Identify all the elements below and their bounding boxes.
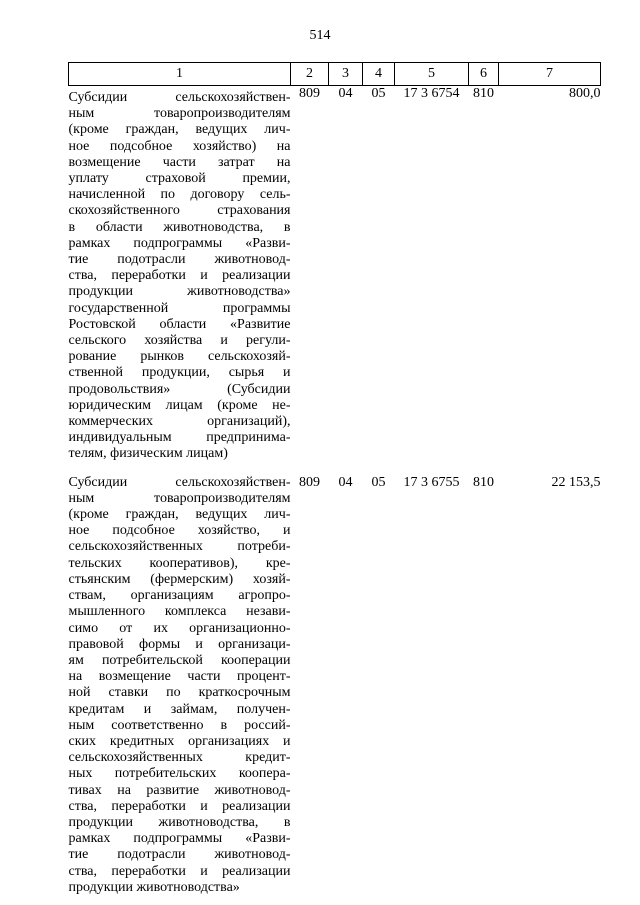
cell-col-6: 810 xyxy=(473,86,494,101)
description-line: скохозяйственного страхования xyxy=(68,203,291,219)
cell-col-4: 05 xyxy=(371,474,386,490)
description-line: ное подсобное хозяйство, и xyxy=(68,523,291,539)
description-line: ствам, организациям агропро- xyxy=(68,588,291,604)
description-line: ства, переработки и реализации xyxy=(68,863,291,879)
cell-col-2: 809 xyxy=(299,86,320,101)
description-line: уплату страховой премии, xyxy=(68,171,291,187)
description-line: рамках подпрограммы «Разви- xyxy=(68,831,291,847)
table-row xyxy=(69,463,601,896)
description-line: тие подотрасли животновод- xyxy=(68,252,291,268)
header-col-2: 2 xyxy=(291,63,329,86)
row-description xyxy=(69,86,291,463)
description-line: правовой формы и организаци- xyxy=(68,636,291,652)
description-line: Ростовской области «Развитие xyxy=(68,316,291,332)
description-line: тельских кооперативов), кре- xyxy=(68,555,291,571)
description-line: ства, переработки и реализации xyxy=(68,268,291,284)
description-line: ям потребительской кооперации xyxy=(68,652,291,668)
description-line: в области животноводства, в xyxy=(68,219,291,235)
description-line: продовольствия» (Субсидии xyxy=(68,381,291,397)
header-row xyxy=(69,63,601,86)
description-line: ских кредитных организациях и xyxy=(68,733,291,749)
description-line: кредитам и займам, получен- xyxy=(68,701,291,717)
description-line: мышленного комплекса незави- xyxy=(68,604,291,620)
description-line: тивах на развитие животновод- xyxy=(68,782,291,798)
description-line: продукции животноводства» xyxy=(68,284,291,300)
description-line: государственной программы xyxy=(68,300,291,316)
description-line: на возмещение части процент- xyxy=(68,669,291,685)
description-line: Субсидии сельскохозяйствен- xyxy=(68,90,291,105)
header-col-7: 7 xyxy=(499,63,601,86)
description-line: индивидуальным предпринима- xyxy=(68,430,291,446)
cell-col-7: 22 153,5 xyxy=(551,474,601,490)
description-line: ным товаропроизводителям xyxy=(68,106,291,122)
description-line: (кроме граждан, ведущих лич- xyxy=(68,122,291,138)
description-line: стьянским (фермерским) хозяй- xyxy=(68,571,291,587)
header-col-6: 6 xyxy=(469,63,499,86)
header-col-1: 1 xyxy=(69,63,291,86)
description-line: сельскохозяйственных кредит- xyxy=(68,750,291,766)
description-line: ным товаропроизводителям xyxy=(68,490,291,506)
description-line: ных потребительских коопера- xyxy=(68,766,291,782)
budget-table xyxy=(68,62,601,896)
description-line: юридическим лицам (кроме не- xyxy=(68,397,291,413)
cell-col-6: 810 xyxy=(473,474,494,490)
header-col-3: 3 xyxy=(329,63,363,86)
cell-col-7: 800,0 xyxy=(569,86,601,101)
description-line: ным соответственно в россий- xyxy=(68,717,291,733)
description-line: телям, физическим лицам) xyxy=(68,446,228,462)
table-header xyxy=(69,63,601,86)
description-line: ства, переработки и реализации xyxy=(68,798,291,814)
description-line: ное подсобное хозяйство) на xyxy=(68,138,291,154)
header-col-5: 5 xyxy=(395,63,469,86)
description-line: симо от их организационно- xyxy=(68,620,291,636)
description-line: Субсидии сельскохозяйствен- xyxy=(68,474,291,490)
description-line: тие подотрасли животновод- xyxy=(68,847,291,863)
cell-col-3: 04 xyxy=(338,86,353,101)
description-line: рамках подпрограммы «Разви- xyxy=(68,235,291,251)
cell-col-2: 809 xyxy=(299,474,320,490)
description-line: ственной продукции, сырья и xyxy=(68,365,291,381)
description-line: продукции животноводства» xyxy=(68,879,240,895)
description-line: сельскохозяйственных потреби- xyxy=(68,539,291,555)
table-row xyxy=(69,86,601,463)
description-line: продукции животноводства, в xyxy=(68,814,291,830)
cell-col-5: 17 3 6755 xyxy=(403,474,460,490)
description-line: возмещение части затрат на xyxy=(68,154,291,170)
description-line: коммерческих организаций), xyxy=(68,414,291,430)
cell-col-5: 17 3 6754 xyxy=(403,86,460,101)
description-line: ной ставки по краткосрочным xyxy=(68,685,291,701)
row-description xyxy=(69,463,291,896)
description-line: начисленной по договору сель- xyxy=(68,187,291,203)
description-line: сельского хозяйства и регули- xyxy=(68,333,291,349)
description-line: (кроме граждан, ведущих лич- xyxy=(68,507,291,523)
cell-col-4: 05 xyxy=(371,86,386,101)
header-col-4: 4 xyxy=(363,63,395,86)
description-line: рование рынков сельскохозяй- xyxy=(68,349,291,365)
page-number: 514 xyxy=(309,28,331,43)
cell-col-3: 04 xyxy=(338,474,353,490)
